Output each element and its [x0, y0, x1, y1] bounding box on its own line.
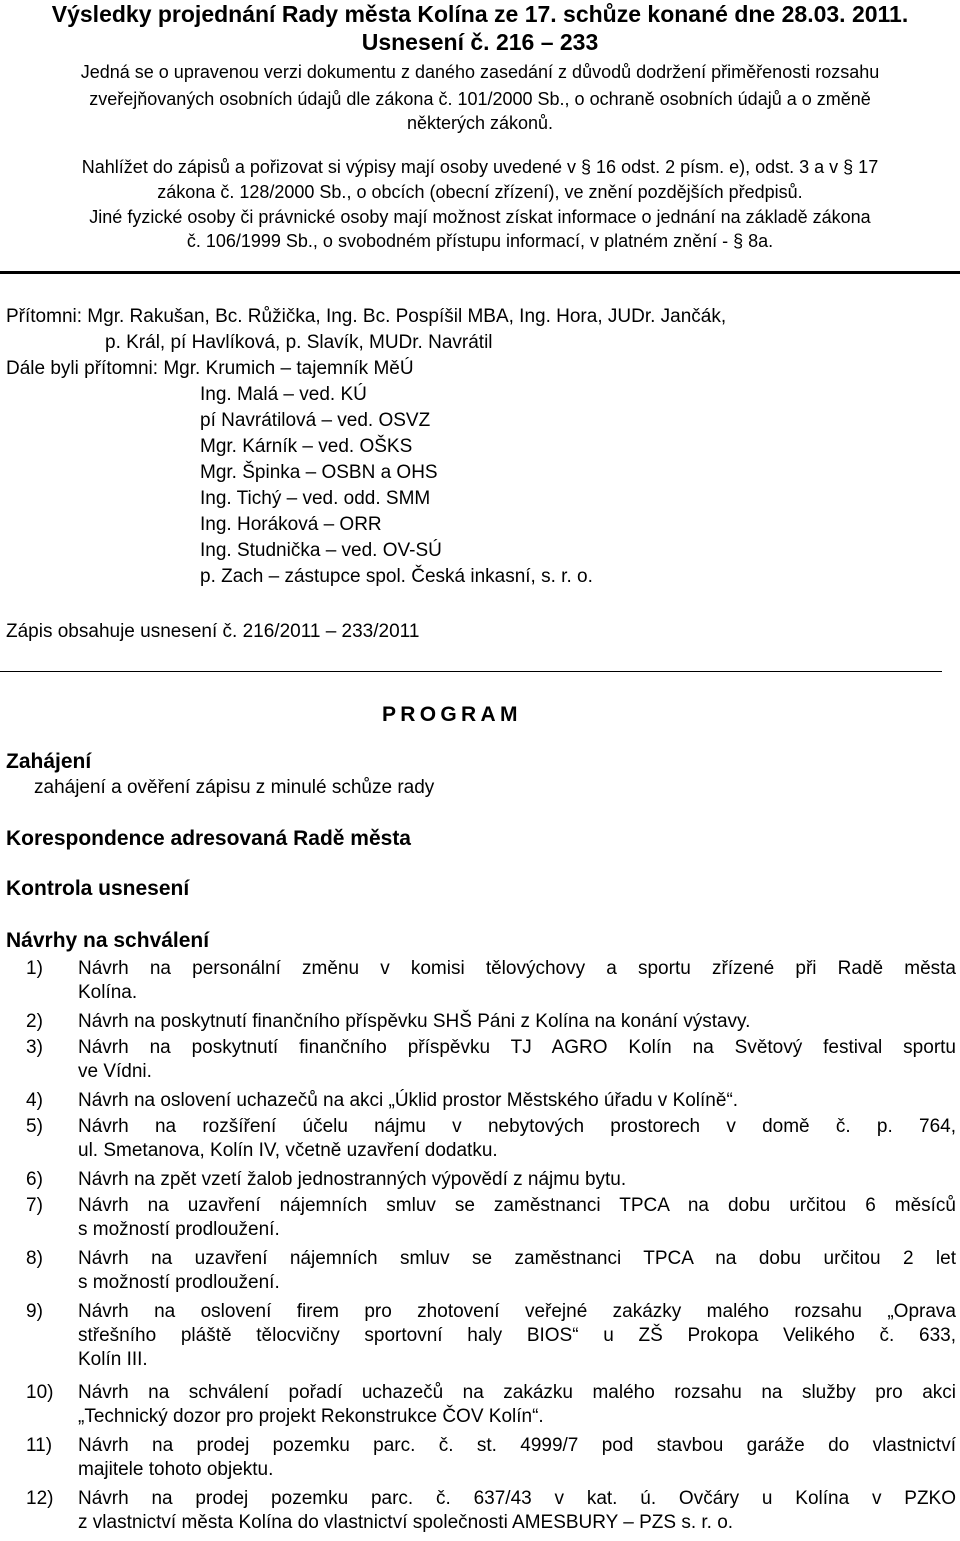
item-text: Návrh na poskytnutí finančního příspěvku TJ AGRO Kolín na Světový festival sportu [78, 1037, 956, 1058]
also-present-person: p. Zach – zástupce spol. Česká inkasní, s. r. o. [200, 566, 593, 587]
item-text-cont: s možností prodloužení. [78, 1219, 280, 1240]
item-number: 1) [26, 958, 43, 979]
item-text-cont: majitele tohoto objektu. [78, 1459, 274, 1480]
also-present-person: Ing. Malá – ved. KÚ [200, 384, 367, 405]
list-item [78, 1487, 956, 1535]
item-text-cont: střešního pláště tělocvičny sportovní haly BIOS“ u ZŠ Prokopa Velikého č. 633, [78, 1325, 956, 1346]
section-opening-detail: zahájení a ověření zápisu z minulé schůze rady [34, 777, 435, 798]
item-number: 11) [26, 1435, 53, 1456]
notice-line: některých zákonů. [406, 113, 554, 133]
list-item [78, 1300, 956, 1372]
list-item [78, 1010, 956, 1034]
also-present-person: Mgr. Špinka – OSBN a OHS [200, 462, 438, 483]
list-item [78, 1247, 956, 1295]
also-present-person: pí Navrátilová – ved. OSVZ [200, 410, 431, 431]
item-number: 9) [26, 1301, 43, 1322]
section-correspondence: Korespondence adresovaná Radě města [6, 827, 411, 850]
notice-line: zákona č. 128/2000 Sb., o obcích (obecní zřízení), ve znění pozdějších předpisů. [157, 182, 803, 202]
item-text: Návrh na prodej pozemku parc. č. st. 4999/7 pod stavbou garáže do vlastnictví [78, 1435, 956, 1456]
item-number: 6) [26, 1169, 43, 1190]
also-present-label: Dále byli přítomni: Mgr. Krumich – tajemník MěÚ [6, 358, 414, 379]
list-item [78, 1036, 956, 1084]
item-text: Návrh na oslovení uchazečů na akci „Úklid prostor Městského úřadu v Kolíně“. [78, 1090, 739, 1111]
item-text: Návrh na personální změnu v komisi tělovýchovy a sportu zřízené při Radě města [78, 958, 956, 979]
item-number: 10) [26, 1382, 54, 1403]
notice-line: č. 106/1999 Sb., o svobodném přístupu informací, v platném znění - § 8a. [186, 231, 774, 251]
item-text: Návrh na uzavření nájemních smluv se zaměstnanci TPCA na dobu určitou 6 měsíců [78, 1195, 956, 1216]
item-text: Návrh na prodej pozemku parc. č. 637/43 v kat. ú. Ovčáry u Kolína v PZKO [78, 1488, 956, 1509]
section-proposals: Návrhy na schválení [6, 929, 210, 952]
resolutions-summary: Zápis obsahuje usnesení č. 216/2011 – 233/2011 [6, 621, 420, 642]
present-members-cont: p. Král, pí Havlíková, p. Slavík, MUDr. Navrátil [105, 332, 493, 353]
notice-line: zveřejňovaných osobních údajů dle zákona č. 101/2000 Sb., o ochraně osobních údajů a o změně [89, 89, 871, 109]
item-text: Návrh na rozšíření účelu nájmu v nebytových prostorech v domě č. p. 764, [78, 1116, 956, 1137]
list-item [78, 1434, 956, 1482]
item-number: 12) [26, 1488, 54, 1509]
item-text-cont: Kolín III. [78, 1349, 148, 1370]
list-item [78, 957, 956, 1005]
program-heading: PROGRAM [382, 703, 522, 726]
document-title: Výsledky projednání Rady města Kolína ze 17. schůze konané dne 28.03. 2011. [51, 1, 909, 27]
item-text-cont: ul. Smetanova, Kolín IV, včetně uzavření dodatku. [78, 1140, 498, 1161]
section-control: Kontrola usnesení [6, 877, 190, 900]
item-number: 7) [26, 1195, 43, 1216]
present-members: Přítomni: Mgr. Rakušan, Bc. Růžička, Ing. Bc. Pospíšil MBA, Ing. Hora, JUDr. Jančák, [6, 306, 727, 327]
list-item [78, 1381, 956, 1429]
divider [0, 271, 960, 274]
list-item [78, 1115, 956, 1163]
also-present-person: Mgr. Kárník – ved. OŠKS [200, 436, 413, 457]
item-number: 3) [26, 1037, 43, 1058]
notice-line: Nahlížet do zápisů a pořizovat si výpisy mají osoby uvedené v § 16 odst. 2 písm. e), odst. 3 a v § 17 [81, 157, 879, 177]
item-text: Návrh na poskytnutí finančního příspěvku SHŠ Páni z Kolína na konání výstavy. [78, 1011, 751, 1032]
list-item [78, 1194, 956, 1242]
also-present-person: Ing. Tichý – ved. odd. SMM [200, 488, 431, 509]
item-text: Návrh na oslovení firem pro zhotovení veřejné zakázky malého rozsahu „Oprava [78, 1301, 956, 1322]
resolution-range-title: Usnesení č. 216 – 233 [361, 29, 599, 55]
item-number: 2) [26, 1011, 43, 1032]
also-present-person: Ing. Horáková – ORR [200, 514, 382, 535]
item-text: Návrh na zpět vzetí žalob jednostranných výpovědí z nájmu bytu. [78, 1169, 627, 1190]
item-text: Návrh na schválení pořadí uchazečů na zakázku malého rozsahu na služby pro akci [78, 1382, 956, 1403]
item-number: 8) [26, 1248, 43, 1269]
list-item [78, 1168, 956, 1192]
also-present-person: Ing. Studnička – ved. OV-SÚ [200, 540, 442, 561]
item-text-cont: s možností prodloužení. [78, 1272, 280, 1293]
section-opening: Zahájení [6, 750, 92, 773]
item-text-cont: z vlastnictví města Kolína do vlastnictví společnosti AMESBURY – PZS s. r. o. [78, 1512, 734, 1533]
item-number: 5) [26, 1116, 43, 1137]
item-text: Návrh na uzavření nájemních smluv se zaměstnanci TPCA na dobu určitou 2 let [78, 1248, 956, 1269]
item-text-cont: ve Vídni. [78, 1061, 152, 1082]
divider [0, 671, 942, 672]
notice-line: Jedná se o upravenou verzi dokumentu z daného zasedání z důvodů dodržení přiměřenosti rozsahu [80, 62, 880, 82]
list-item [78, 1089, 956, 1113]
item-text-cont: Kolína. [78, 982, 138, 1003]
item-number: 4) [26, 1090, 43, 1111]
notice-line: Jiné fyzické osoby či právnické osoby mají možnost získat informace o jednání na základě zákona [89, 207, 871, 227]
item-text-cont: „Technický dozor pro projekt Rekonstrukce ČOV Kolín“. [78, 1406, 544, 1427]
